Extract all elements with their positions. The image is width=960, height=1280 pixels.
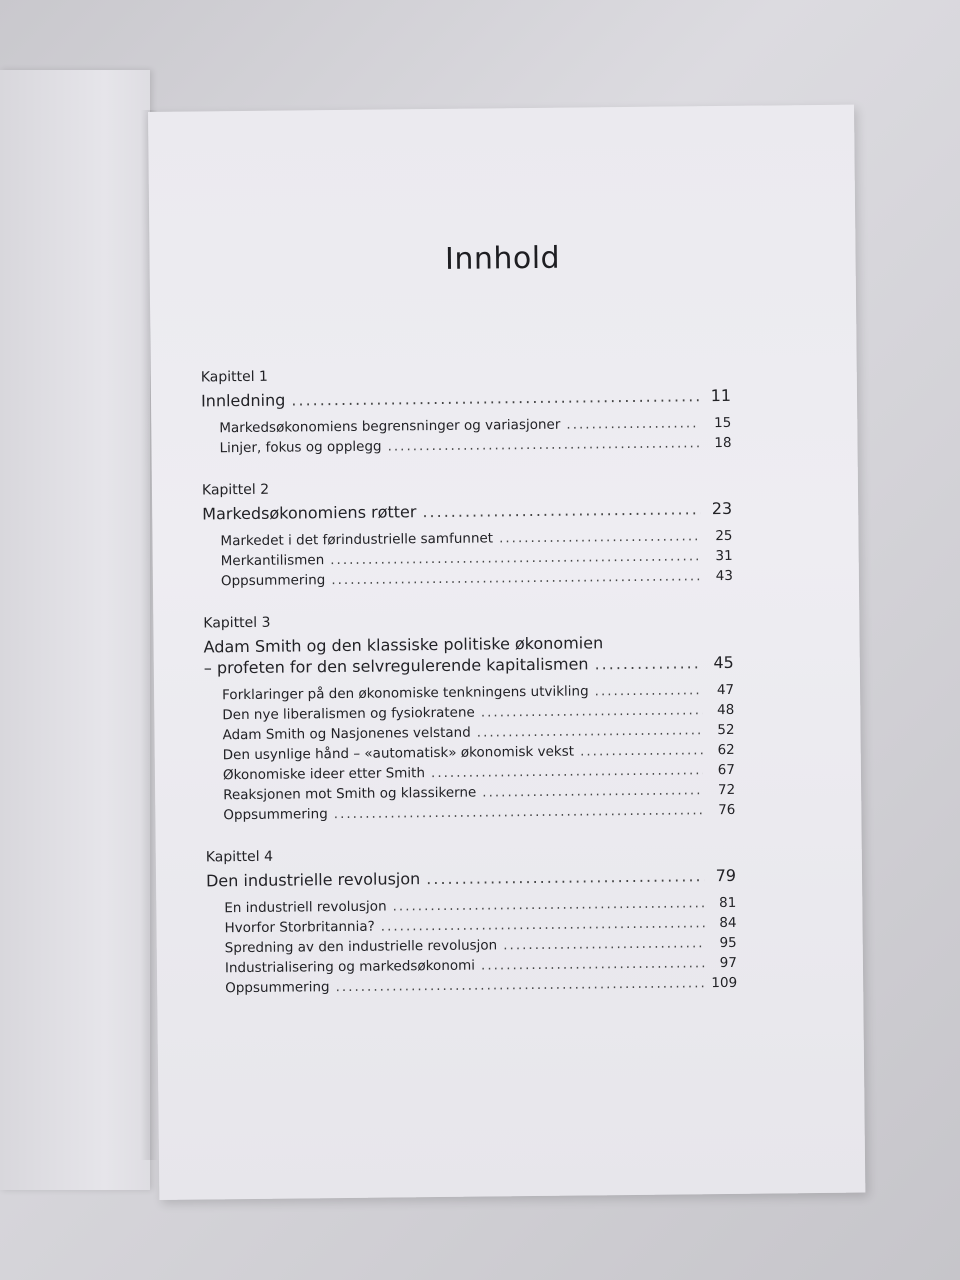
leader-dots <box>335 973 705 997</box>
chapter-2 <box>202 477 733 592</box>
section-row <box>219 433 731 458</box>
section-title: Markedet i det førindustrielle samfunnet <box>220 530 494 550</box>
page-number: 48 <box>717 701 735 719</box>
section-row <box>223 800 735 825</box>
page-number: 72 <box>717 781 736 799</box>
chapter-label: Kapittel 4 <box>205 848 274 866</box>
page-number: 97 <box>719 954 738 972</box>
section-title: Oppsummering <box>220 572 326 590</box>
chapter-title: Innledning <box>200 390 286 411</box>
page-number: 95 <box>719 934 737 952</box>
chapter-title: Markedsøkonomiens røtter <box>202 502 417 524</box>
chapter-title-row <box>204 653 734 678</box>
page-number: 18 <box>714 434 732 452</box>
leader-dots <box>595 680 703 701</box>
page-number: 109 <box>711 974 738 992</box>
leader-dots <box>387 433 699 456</box>
page-number: 84 <box>719 914 737 932</box>
leader-dots <box>594 653 701 673</box>
chapter-title-line: Adam Smith og den klassiske politiske økonomien <box>203 633 604 657</box>
leader-dots <box>331 566 701 590</box>
section-title: En industriell revolusjon <box>224 898 387 917</box>
section-row <box>221 566 733 591</box>
leader-dots <box>503 933 705 955</box>
chapter-label: Kapittel 1 <box>200 368 269 386</box>
section-title: Oppsummering <box>223 806 328 824</box>
table-of-contents <box>201 364 738 1023</box>
page-number: 47 <box>716 681 735 699</box>
page-number: 79 <box>715 865 737 886</box>
leader-dots <box>566 413 699 434</box>
chapter-title: – profeten for den selvregulerende kapitalismen <box>203 654 589 678</box>
section-title: Den nye liberalismen og fysiokratene <box>222 704 475 724</box>
section-title: Den usynlige hånd – «automatisk» økonomisk vekst <box>222 743 575 764</box>
page-number: 23 <box>711 498 733 519</box>
leader-dots <box>482 780 703 802</box>
leader-dots <box>477 720 703 742</box>
chapter-label: Kapittel 2 <box>201 481 270 499</box>
section-title: Adam Smith og Nasjonenes velstand <box>222 724 471 744</box>
chapter-4 <box>206 844 738 999</box>
page-number: 43 <box>715 567 733 585</box>
leader-dots <box>426 866 704 888</box>
chapter-1 <box>201 364 732 459</box>
chapter-title-row <box>202 499 732 524</box>
section-title: Industrialisering og markedsøkonomi <box>224 957 476 977</box>
section-title: Forklaringer på den økonomiske tenkningens utvikling <box>222 683 589 704</box>
section-title: Merkantilismen <box>220 552 325 570</box>
page-number: 81 <box>719 894 737 912</box>
section-title: Spredning av den industrielle revolusjon <box>224 937 498 957</box>
leader-dots <box>580 740 703 761</box>
section-title: Reaksjonen mot Smith og klassikerne <box>223 784 477 804</box>
chapter-label: Kapittel 3 <box>203 614 271 632</box>
page-number: 76 <box>718 801 736 819</box>
page-number: 11 <box>710 385 732 406</box>
chapter-3 <box>203 610 735 826</box>
page-number: 45 <box>713 652 734 673</box>
section-title: Hvorfor Storbritannia? <box>224 918 375 937</box>
section-title: Oppsummering <box>225 979 330 997</box>
leader-dots <box>481 700 703 722</box>
page-number: 25 <box>715 527 733 545</box>
leader-dots <box>499 526 701 548</box>
leader-dots <box>334 800 704 824</box>
leader-dots <box>431 760 703 783</box>
page-title: Innhold <box>444 240 561 277</box>
page-number: 15 <box>714 414 732 432</box>
chapter-title-row <box>206 866 736 891</box>
chapter-title-row <box>201 386 731 411</box>
section-title: Linjer, fokus og opplegg <box>219 438 382 457</box>
leader-dots <box>291 386 699 409</box>
page-number: 31 <box>715 547 733 565</box>
toc-page <box>148 105 865 1200</box>
section-title: Markedsøkonomiens begrensninger og variasjoner <box>219 416 561 437</box>
section-row <box>225 973 737 998</box>
page-number: 62 <box>717 741 735 759</box>
chapter-title: Den industrielle revolusjon <box>205 869 421 891</box>
leader-dots <box>481 953 705 975</box>
page-number: 67 <box>717 761 736 779</box>
leader-dots <box>422 499 700 521</box>
left-page <box>0 70 150 1190</box>
section-title: Økonomiske ideer etter Smith <box>222 765 426 784</box>
page-number: 52 <box>717 721 735 739</box>
